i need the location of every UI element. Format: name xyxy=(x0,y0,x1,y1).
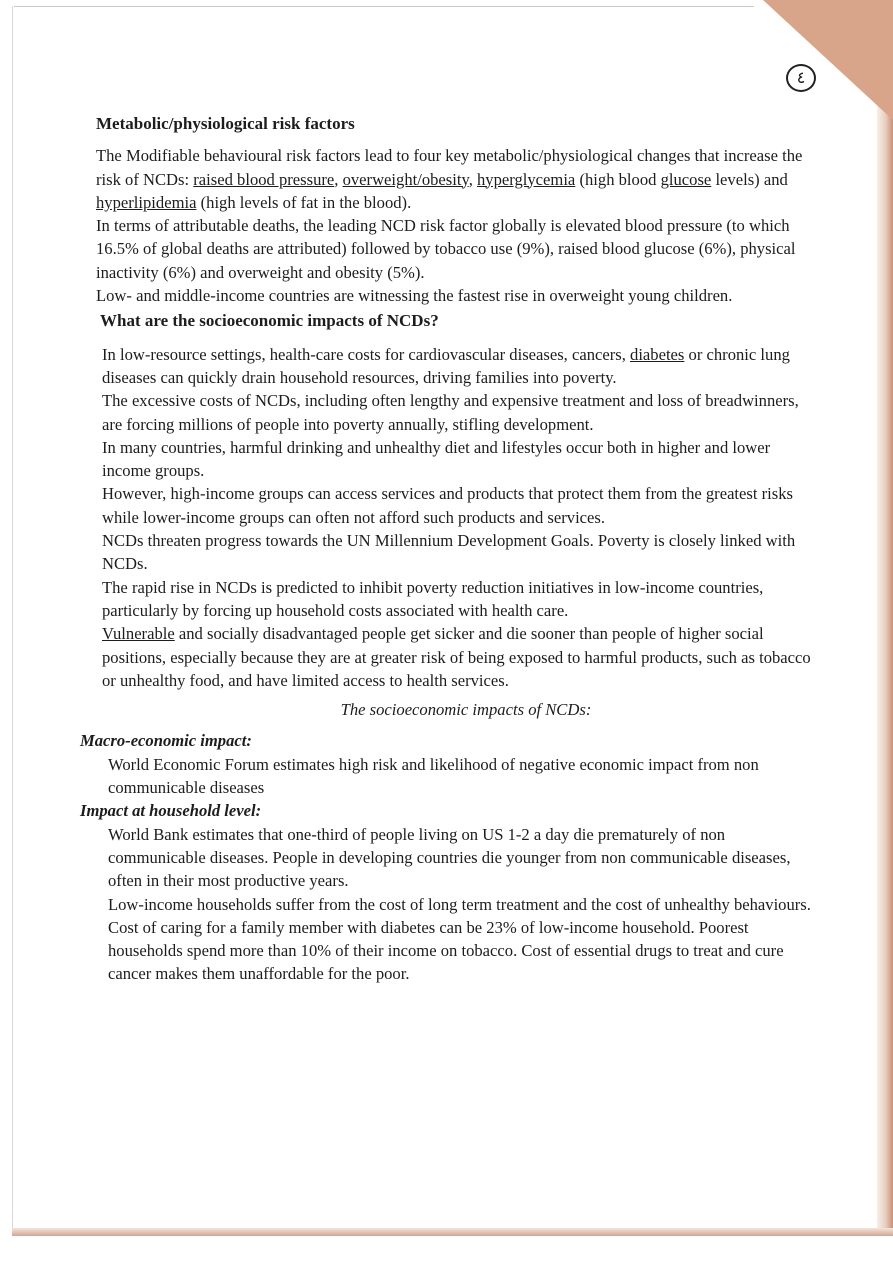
macro-economic-heading: Macro-economic impact: xyxy=(80,731,252,751)
text-run: The Modifiable behavioural risk factors lead to four key metabolic/physiological changes that increase the risk of NCDs: xyxy=(96,146,803,189)
text-run: , xyxy=(334,169,343,189)
term-diabetes: diabetes xyxy=(630,344,685,364)
term-vulnerable: Vulnerable xyxy=(102,624,175,644)
text-run: and socially disadvantaged people get sicker and die sooner than people of higher social positions, especially because they are at greater risk of being exposed to harmful products, such as tobacco or unhealthy food, and have limited access to health services. xyxy=(102,624,811,690)
paragraph-harmful-drinking: In many countries, harmful drinking and unhealthy diet and lifestyles occur both in higher and lower income groups. xyxy=(102,437,771,481)
term-overweight-obesity: overweight/obesity xyxy=(342,169,469,189)
paragraph-excessive-costs: The excessive costs of NCDs, including often lengthy and expensive treatment and loss of breadwinners, are forcing millions of people into poverty annually, stifling development. xyxy=(102,391,799,434)
paragraph-high-income-groups: However, high-income groups can access services and products that protect them from the greatest risks while lower-income groups can often not afford such products and services. xyxy=(102,484,793,527)
scan-top-edge xyxy=(14,6,754,7)
document-body xyxy=(80,112,816,986)
paragraph-vulnerable xyxy=(102,622,816,692)
paragraph-rapid-rise: The rapid rise in NCDs is predicted to inhibit poverty reduction initiatives in low-income countries, particularly by forcing up household costs associated with health care. xyxy=(102,577,764,620)
socioeconomic-block xyxy=(102,343,816,692)
section-heading-socioeconomic: What are the socioeconomic impacts of NCDs? xyxy=(100,311,439,331)
scan-right-edge xyxy=(877,0,893,1230)
term-hyperglycemia: hyperglycemia xyxy=(477,169,576,189)
text-run: (high levels of fat in the blood). xyxy=(196,192,412,212)
paragraph-overweight-children: Low- and middle-income countries are witnessing the fastest rise in overweight young children. xyxy=(96,286,733,306)
text-run: In low-resource settings, health-care costs for cardiovascular diseases, cancers, xyxy=(102,344,631,364)
paragraph-millennium-goals: NCDs threaten progress towards the UN Millennium Development Goals. Poverty is closely linked with NCDs. xyxy=(102,531,796,574)
text-run: or chronic lung diseases can quickly drain household resources, driving families into poverty. xyxy=(102,344,790,387)
paragraph-world-bank: World Bank estimates that one-third of people living on US 1-2 a day die prematurely of non communicable diseases. People in developing countries die younger from non communicable diseases, often in their most productive years. xyxy=(108,824,791,891)
text-run: , xyxy=(468,169,477,189)
household-level-heading: Impact at household level: xyxy=(80,801,262,821)
paragraph-metabolic-changes xyxy=(96,144,816,214)
scan-left-edge xyxy=(12,6,13,1228)
scan-corner-fold xyxy=(763,0,893,120)
text-run: (high blood xyxy=(575,169,661,189)
page-number: ٤ xyxy=(786,64,816,92)
text-run: levels) and xyxy=(711,169,788,189)
scan-bottom-edge xyxy=(12,1228,893,1236)
impacts-title: The socioeconomic impacts of NCDs: xyxy=(340,700,592,720)
paragraph-low-income-households: Low-income households suffer from the cost of long term treatment and the cost of unhealthy behaviours. Cost of caring for a family member with diabetes can be 23% of low-income household. Poorest households spend more than 10% of their income on tobacco. Cost of essential drugs to treat and cure cancer makes them unaffordable for the poor. xyxy=(108,894,811,984)
term-hyperlipidemia: hyperlipidemia xyxy=(96,192,197,212)
section-heading-metabolic: Metabolic/physiological risk factors xyxy=(96,114,355,133)
term-glucose: glucose xyxy=(660,169,712,189)
term-raised-blood-pressure: raised blood pressure xyxy=(193,169,335,189)
paragraph-attributable-deaths: In terms of attributable deaths, the leading NCD risk factor globally is elevated blood pressure (to which 16.5% of global deaths are attributed) followed by tobacco use (9%), raised blood glucose (6%), physical inactivity (6%) and overweight and obesity (5%). xyxy=(96,216,796,282)
paragraph-health-care-costs xyxy=(102,343,816,390)
paragraph-macro-economic: World Economic Forum estimates high risk and likelihood of negative economic impact from non communicable diseases xyxy=(108,754,759,798)
